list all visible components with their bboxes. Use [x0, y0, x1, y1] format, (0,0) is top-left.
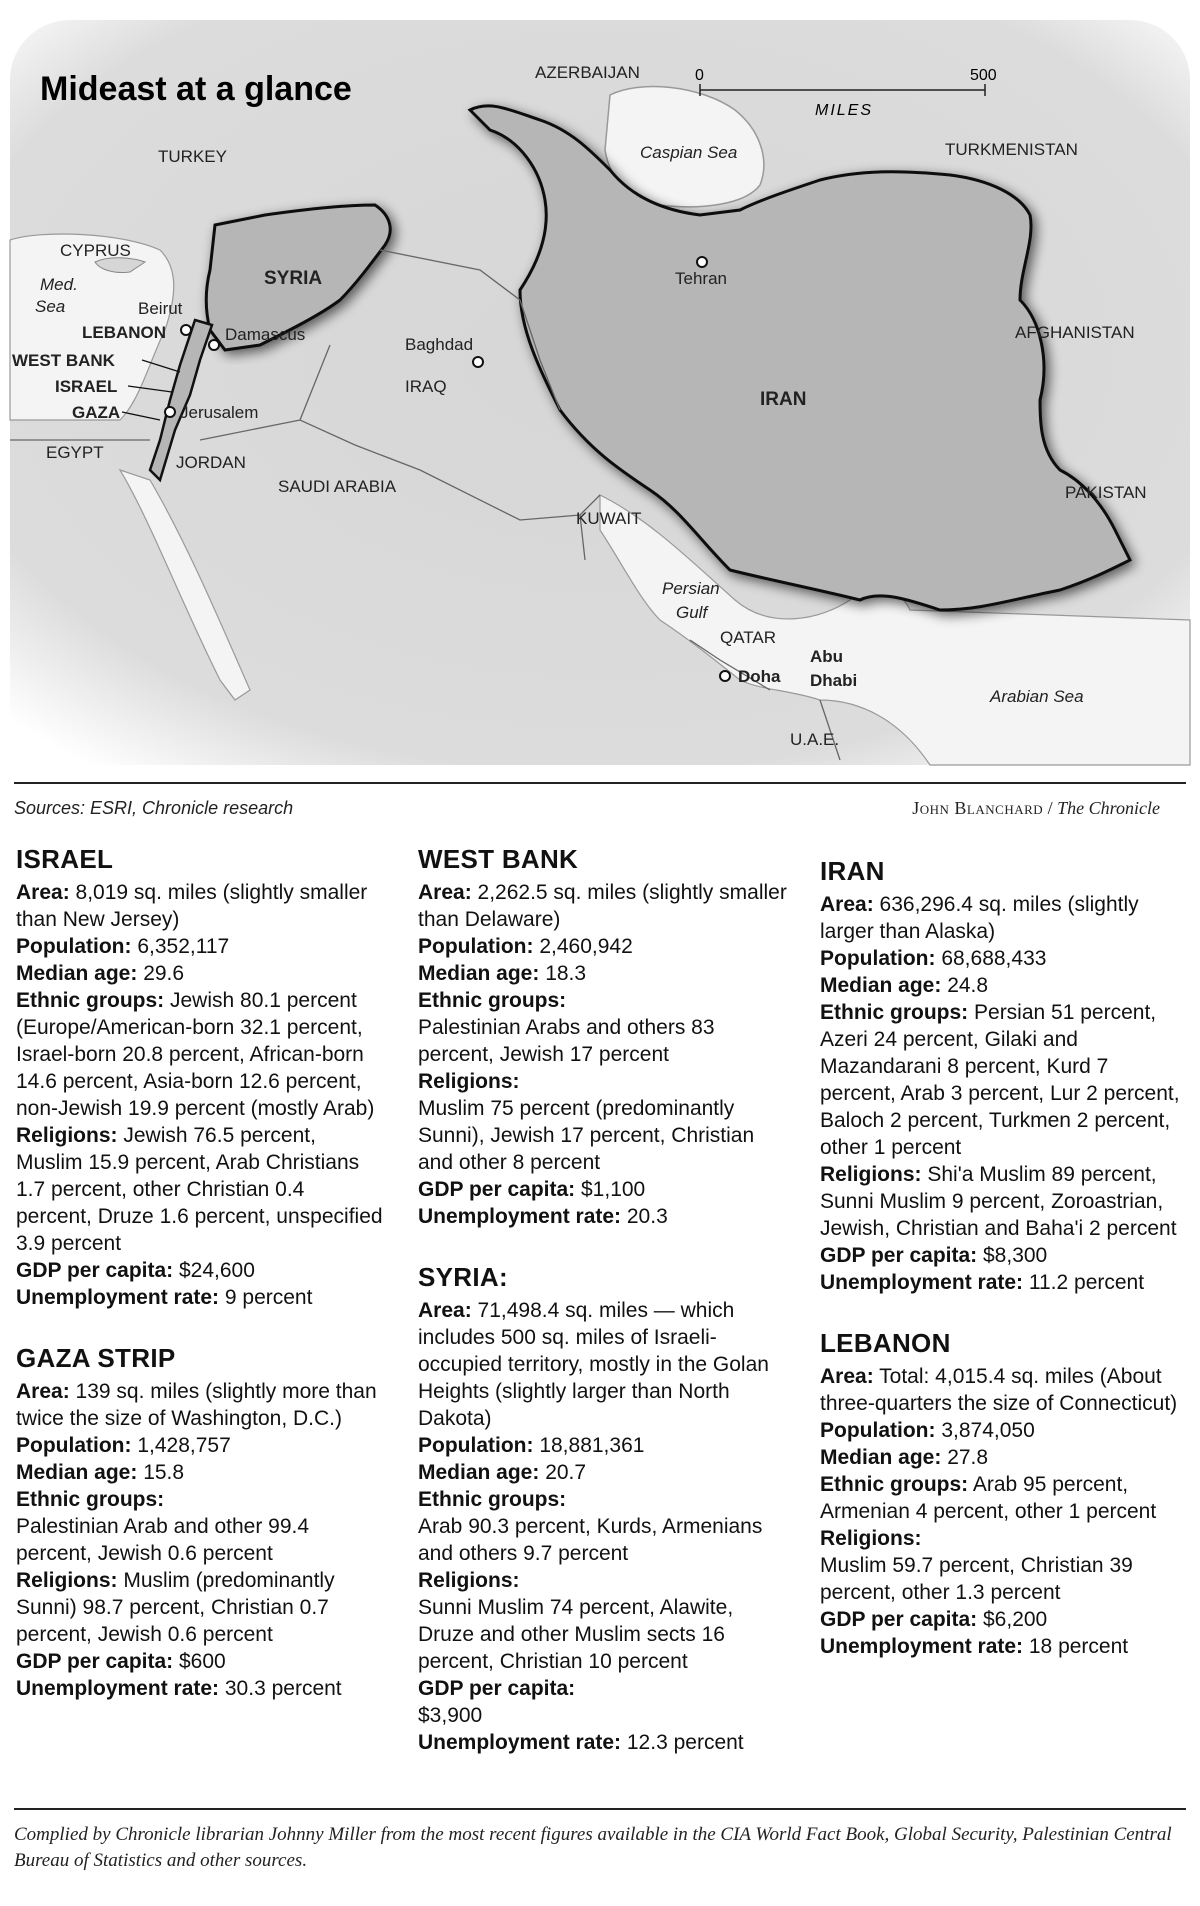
label-ethnic: Ethnic groups: [820, 1473, 969, 1496]
label-median-age: Median age: [418, 1461, 540, 1484]
label-unemployment: Unemployment rate: [16, 1677, 220, 1700]
country-name: SYRIA: [418, 1262, 508, 1292]
label-doha: Doha [738, 667, 781, 686]
label-median-age: Median age: [820, 974, 942, 997]
country-name: IRAN [820, 856, 885, 886]
label-uae: U.A.E. [790, 730, 840, 749]
sources-text: Sources: ESRI, Chronicle research [14, 798, 294, 818]
value-ethnic: Palestinian Arabs and others 83 percent, Jewish 17 percent [418, 1016, 715, 1066]
credit-sep: / [1043, 798, 1058, 818]
label-jordan: JORDAN [176, 453, 246, 472]
label-median-age: Median age: [820, 1446, 942, 1469]
label-azerbaijan: AZERBAIJAN [535, 63, 640, 82]
value-unemployment: 11.2 percent [1023, 1271, 1145, 1294]
jerusalem-marker [165, 407, 175, 417]
label-abu: Abu [810, 647, 844, 666]
value-religions: Jewish 76.5 percent, Muslim 15.9 percent, Arab Christians 1.7 percent, other Christian 0.4 percent, Druze 1.6 percent, unspecified 3.9 percent [16, 1124, 383, 1255]
label-population: Population: [418, 935, 534, 958]
credit-name: John Blanchard [912, 798, 1044, 818]
label-median-age: Median age: [418, 962, 540, 985]
label-turkmenistan: TURKMENISTAN [945, 140, 1078, 159]
scale-max: 500 [970, 67, 997, 84]
country-syria [418, 1264, 788, 1756]
divider-bottom [14, 1808, 1186, 1810]
country-name: GAZA STRIP [16, 1343, 176, 1373]
label-ethnic: Ethnic groups: [16, 1488, 165, 1511]
label-population: Population: [16, 935, 132, 958]
scale-unit: MILES [815, 102, 874, 119]
label-gdp: GDP per capita: [820, 1244, 978, 1267]
label-unemployment: Unemployment rate: [820, 1271, 1024, 1294]
value-gdp: $8,300 [977, 1244, 1048, 1267]
value-ethnic: Persian 51 percent, Azeri 24 percent, Gilaki and Mazandarani 8 percent, Kurd 7 percent, Arab 3 percent, Lur 2 percent, Baloch 2 percent, Turkmen 2 percent, other 1 percent [820, 1001, 1180, 1159]
label-iran: IRAN [760, 389, 807, 410]
country-israel [16, 846, 386, 1311]
country-name: WEST BANK [418, 844, 579, 874]
label-iraq: IRAQ [405, 377, 447, 396]
label-area: Area: [16, 1380, 70, 1403]
label-unemployment: Unemployment rate: [418, 1731, 622, 1754]
credit-line [912, 798, 1160, 819]
label-religions: Religions: [16, 1124, 118, 1147]
label-religions: Religions: [820, 1527, 922, 1550]
label-unemployment: Unemployment rate: [418, 1205, 622, 1228]
value-religions: Shi'a Muslim 89 percent, Sunni Muslim 9 percent, Zoroastrian, Jewish, Christian and Baha'i 2 percent [820, 1163, 1177, 1240]
label-area: Area: [418, 1299, 472, 1322]
label-pakistan: PAKISTAN [1065, 483, 1147, 502]
value-median-age: 15.8 [137, 1461, 185, 1484]
label-ethnic: Ethnic groups: [820, 1001, 969, 1024]
label-arabian: Arabian Sea [990, 687, 1084, 706]
value-religions: Muslim (predominantly Sunni) 98.7 percent, Christian 0.7 percent, Jewish 0.6 percent [16, 1569, 335, 1646]
value-population: 6,352,117 [131, 935, 230, 958]
value-gdp: $24,600 [173, 1259, 255, 1282]
label-sea: Sea [35, 297, 66, 316]
label-unemployment: Unemployment rate: [16, 1286, 220, 1309]
value-median-age: 20.7 [539, 1461, 587, 1484]
label-population: Population: [418, 1434, 534, 1457]
label-kuwait: KUWAIT [576, 509, 642, 528]
label-israel: ISRAEL [55, 377, 118, 396]
label-area: Area: [418, 881, 472, 904]
value-population: 1,428,757 [131, 1434, 231, 1457]
label-gdp: GDP per capita: [418, 1178, 576, 1201]
value-area: 2,262.5 sq. miles (slightly smaller than Delaware) [418, 881, 787, 931]
divider-top [14, 782, 1186, 784]
label-egypt: EGYPT [46, 443, 104, 462]
label-dhabi: Dhabi [810, 671, 858, 690]
value-unemployment: 18 percent [1023, 1635, 1129, 1658]
value-gdp: $3,900 [418, 1704, 483, 1727]
label-area: Area: [820, 893, 874, 916]
label-gdp: GDP per capita: [16, 1650, 174, 1673]
value-median-age: 29.6 [137, 962, 185, 985]
value-religions: Sunni Muslim 74 percent, Alawite, Druze and other Muslim sects 16 percent, Christian 10 percent [418, 1596, 734, 1673]
label-beirut: Beirut [138, 299, 183, 318]
label-cyprus: CYPRUS [60, 241, 131, 260]
label-area: Area: [16, 881, 70, 904]
value-ethnic: Jewish 80.1 percent (Europe/American-born 32.1 percent, Israel-born 20.8 percent, African-born 14.6 percent, Asia-born 12.6 percent, non-Jewish 19.9 percent (mostly Arab) [16, 989, 375, 1120]
value-population: 68,688,433 [935, 947, 1047, 970]
label-baghdad: Baghdad [405, 335, 474, 354]
label-saudi: SAUDI ARABIA [278, 477, 397, 496]
label-med: Med. [40, 275, 78, 294]
value-ethnic: Arab 90.3 percent, Kurds, Armenians and others 9.7 percent [418, 1515, 763, 1565]
value-median-age: 18.3 [539, 962, 587, 985]
credit-paper: The Chronicle [1057, 798, 1160, 818]
value-unemployment: 30.3 percent [219, 1677, 342, 1700]
label-jerusalem: Jerusalem [180, 403, 259, 422]
label-population: Population: [820, 1419, 936, 1442]
footer-note: Complied by Chronicle librarian Johnny Miller from the most recent figures available in the CIA World Fact Book, Global Security, Palestinian Central Bureau of Statistics and other sources. [14, 1824, 1172, 1871]
label-religions: Religions: [418, 1070, 520, 1093]
value-median-age: 24.8 [941, 974, 989, 997]
value-population: 2,460,942 [533, 935, 633, 958]
value-area: 8,019 sq. miles (slightly smaller than New Jersey) [16, 881, 368, 931]
label-ethnic: Ethnic groups: [418, 989, 567, 1012]
value-gdp: $6,200 [977, 1608, 1048, 1631]
region-map [0, 0, 1200, 780]
map-title: Mideast at a glance [40, 70, 352, 108]
value-ethnic: Arab 95 percent, Armenian 4 percent, other 1 percent [820, 1473, 1157, 1523]
label-persian: Persian [662, 579, 720, 598]
label-median-age: Median age: [16, 962, 138, 985]
label-population: Population: [820, 947, 936, 970]
country-iran [820, 858, 1190, 1296]
label-religions: Religions: [820, 1163, 922, 1186]
value-area: Total: 4,015.4 sq. miles (About three-quarters the size of Connecticut) [820, 1365, 1178, 1415]
label-median-age: Median age: [16, 1461, 138, 1484]
label-religions: Religions: [16, 1569, 118, 1592]
column-3 [820, 858, 1190, 1694]
value-population: 18,881,361 [533, 1434, 645, 1457]
label-damascus: Damascus [225, 325, 306, 344]
value-unemployment: 20.3 [621, 1205, 668, 1228]
label-ethnic: Ethnic groups: [16, 989, 165, 1012]
value-religions: Muslim 75 percent (predominantly Sunni), Jewish 17 percent, Christian and other 8 percent [418, 1097, 755, 1174]
baghdad-marker [473, 357, 483, 367]
label-religions: Religions: [418, 1569, 520, 1592]
label-gulf: Gulf [676, 603, 708, 622]
value-unemployment: 9 percent [219, 1286, 313, 1309]
value-area: 71,498.4 sq. miles — which includes 500 sq. miles of Israeli-occupied territory, mostly in the Golan Heights (slightly larger than North Dakota) [418, 1299, 769, 1430]
value-area: 139 sq. miles (slightly more than twice the size of Washington, D.C.) [16, 1380, 377, 1430]
label-population: Population: [16, 1434, 132, 1457]
country-westbank [418, 846, 788, 1230]
value-area: 636,296.4 sq. miles (slightly larger than Alaska) [820, 893, 1139, 943]
doha-marker [720, 671, 730, 681]
country-name: LEBANON [820, 1328, 951, 1358]
value-unemployment: 12.3 percent [621, 1731, 744, 1754]
label-gdp: GDP per capita: [820, 1608, 978, 1631]
label-gdp: GDP per capita: [16, 1259, 174, 1282]
value-population: 3,874,050 [935, 1419, 1035, 1442]
label-turkey: TURKEY [158, 147, 227, 166]
label-gdp: GDP per capita: [418, 1677, 576, 1700]
label-unemployment: Unemployment rate: [820, 1635, 1024, 1658]
label-caspian: Caspian Sea [640, 143, 738, 162]
value-gdp: $600 [173, 1650, 226, 1673]
damascus-marker [209, 340, 219, 350]
label-afghanistan: AFGHANISTAN [1015, 323, 1135, 342]
label-tehran: Tehran [675, 269, 727, 288]
beirut-marker [181, 325, 191, 335]
column-2 [418, 846, 788, 1790]
label-gaza: GAZA [72, 403, 121, 422]
label-area: Area: [820, 1365, 874, 1388]
label-syria: SYRIA [264, 268, 323, 289]
label-westbank: WEST BANK [12, 351, 115, 370]
value-religions: Muslim 59.7 percent, Christian 39 percent, other 1.3 percent [820, 1554, 1133, 1604]
label-ethnic: Ethnic groups: [418, 1488, 567, 1511]
tehran-marker [697, 257, 707, 267]
country-gaza [16, 1345, 386, 1702]
value-gdp: $1,100 [575, 1178, 646, 1201]
scale-zero: 0 [695, 67, 704, 84]
country-lebanon [820, 1330, 1190, 1660]
label-lebanon: LEBANON [82, 323, 167, 342]
column-1 [16, 846, 386, 1736]
country-name: ISRAEL [16, 844, 114, 874]
value-ethnic: Palestinian Arab and other 99.4 percent, Jewish 0.6 percent [16, 1515, 310, 1565]
label-qatar: QATAR [720, 628, 777, 647]
value-median-age: 27.8 [941, 1446, 989, 1469]
